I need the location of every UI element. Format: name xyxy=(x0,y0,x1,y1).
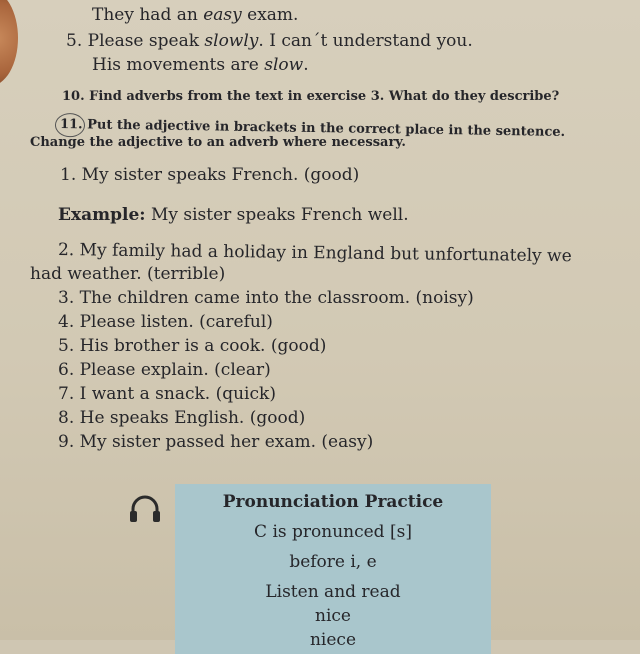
pronunciation-title: Pronunciation Practice xyxy=(222,492,444,512)
pronunciation-line: before i, e xyxy=(289,552,377,572)
exercise-10-heading: 10. Find adverbs from the text in exercise 3. What do they describe? xyxy=(62,89,560,104)
exercise-number-text: 11. xyxy=(59,117,83,133)
pronunciation-word: nice xyxy=(315,606,351,626)
exercise-item: 1. My sister speaks French. (good) xyxy=(60,165,360,185)
exercise-item: 9. My sister passed her exam. (easy) xyxy=(58,432,374,452)
text-segment: Please speak xyxy=(82,31,205,51)
instruction-text: Put the adjective in brackets in the correct place in the sentence. xyxy=(82,117,566,140)
text-segment: exam. xyxy=(241,5,299,25)
pronunciation-line: C is pronunced [s] xyxy=(254,522,412,542)
emphasis: slowly xyxy=(204,31,259,51)
text-segment: . xyxy=(303,55,309,75)
exercise-item: 8. He speaks English. (good) xyxy=(58,408,306,428)
emphasis: slow xyxy=(264,55,304,75)
example-text: My sister speaks French well. xyxy=(145,205,409,225)
pencil-circle xyxy=(55,113,85,137)
top-line-1 xyxy=(92,5,298,25)
exercise-item: 2. My family had a holiday in England but unfortunately we xyxy=(57,240,572,267)
pronunciation-word: niece xyxy=(309,630,357,650)
pronunciation-line: Listen and read xyxy=(265,582,401,602)
item-number: 5. xyxy=(66,31,83,51)
exercise-item: 7. I want a snack. (quick) xyxy=(58,384,276,404)
exercise-11-heading-line-2: Change the adjective to an adverb where necessary. xyxy=(30,135,406,150)
exercise-number xyxy=(60,117,83,132)
top-line-3 xyxy=(92,55,309,75)
emphasis: easy xyxy=(203,5,242,25)
exercise-item: 5. His brother is a cook. (good) xyxy=(58,336,327,356)
text-segment: They had an xyxy=(92,5,204,25)
pronunciation-box xyxy=(175,484,491,654)
exercise-item-continuation: had weather. (terrible) xyxy=(30,264,226,284)
exercise-item: 6. Please explain. (clear) xyxy=(58,360,271,380)
finger-shadow xyxy=(0,0,18,86)
top-line-2 xyxy=(66,31,473,51)
example-label: Example: xyxy=(58,205,146,225)
text-segment: His movements are xyxy=(92,55,265,75)
exercise-item: 3. The children came into the classroom. (noisy) xyxy=(58,288,474,308)
exercise-item: 4. Please listen. (careful) xyxy=(58,312,273,332)
headphones-icon xyxy=(128,494,162,524)
text-segment: . I can´t understand you. xyxy=(258,31,473,51)
example-line xyxy=(58,205,409,225)
